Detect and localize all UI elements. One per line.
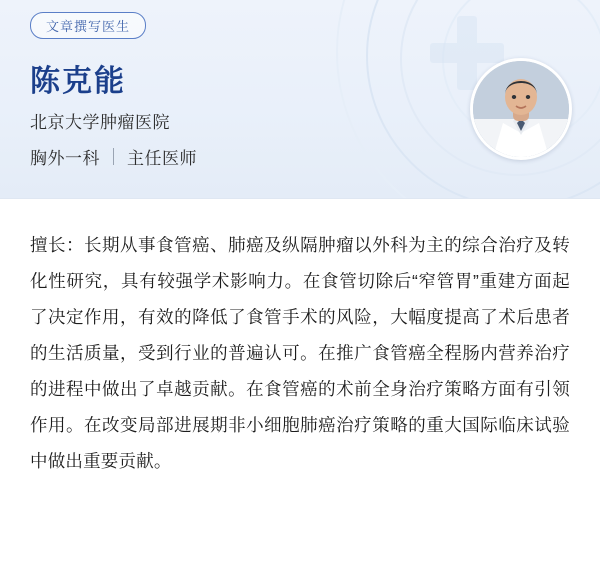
hospital-name: 北京大学肿瘤医院 [30, 113, 170, 132]
specialty-description [0, 199, 600, 479]
doctor-name: 陈克能 [30, 65, 126, 98]
doctor-avatar [470, 58, 572, 160]
doctor-title: 主任医师 [127, 149, 197, 168]
avatar-portrait-icon [473, 61, 569, 157]
divider [113, 148, 114, 165]
card-header [0, 0, 600, 199]
department-title-row [30, 144, 197, 169]
article-author-tag: 文章撰写医生 [30, 12, 146, 39]
specialty-text: 擅长：长期从事食管癌、肺癌及纵隔肿瘤以外科为主的综合治疗及转化性研究，具有较强学术影响力。在食管切除后“窄管胃”重建方面起了决定作用，有效的降低了食管手术的风险，大幅度提高了术后患者的生活质量，受到行业的普遍认可。在推广食管癌全程肠内营养治疗的进程中做出了卓越贡献。在食管癌的术前全身治疗策略方面有引领作用。在改变局部进展期非小细胞肺癌治疗策略的重大国际临床试验中做出重要贡献。 [30, 235, 570, 471]
department-name: 胸外一科 [30, 149, 100, 168]
